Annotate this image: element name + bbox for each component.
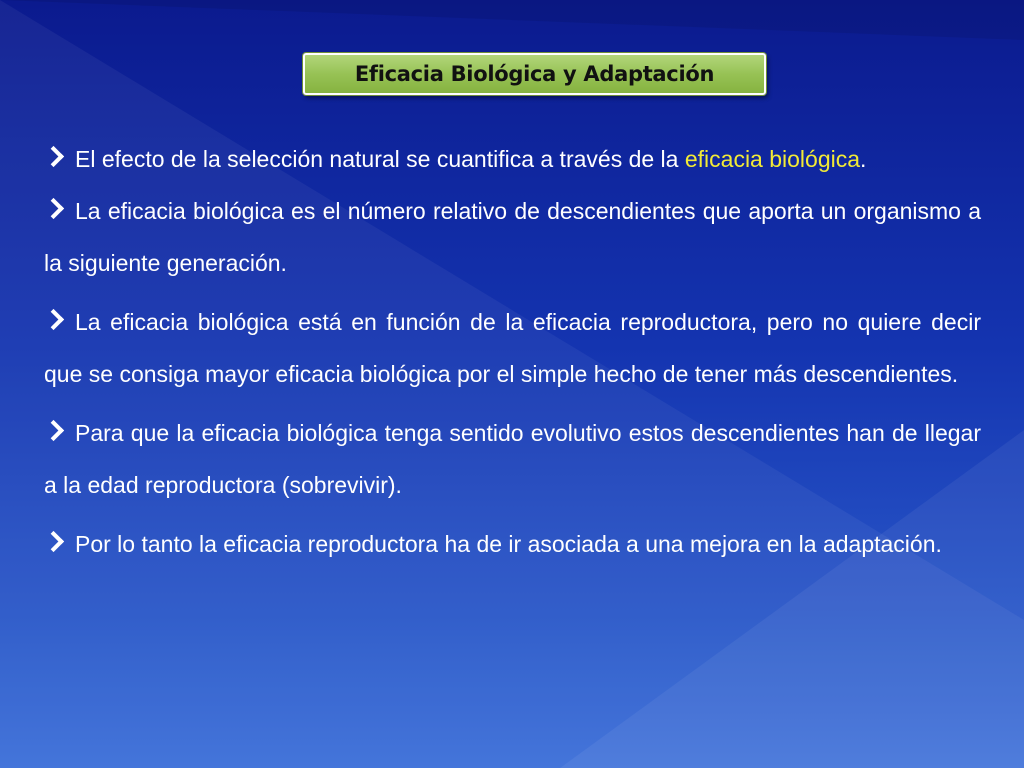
bullet-item (44, 296, 981, 400)
highlighted-term: eficacia biológica (684, 146, 861, 172)
chevron-right-icon (43, 146, 64, 167)
slide-title: Eficacia Biológica y Adaptación (354, 62, 715, 86)
slide-title-box (303, 53, 766, 95)
chevron-right-icon (43, 309, 64, 330)
bullet-list (44, 133, 981, 570)
bullet-text: La eficacia biológica es el número relativo de descendientes que aporta un organismo a la siguiente generación. (44, 198, 981, 276)
bullet-item (44, 518, 981, 570)
bullet-item (44, 407, 981, 511)
chevron-right-icon (43, 420, 64, 441)
chevron-right-icon (43, 531, 64, 552)
bullet-item (44, 133, 981, 185)
chevron-right-icon (43, 198, 64, 219)
bullet-item (44, 185, 981, 289)
bullet-text-end: . (860, 146, 867, 172)
bullet-text: El efecto de la selección natural se cuantifica a través de la (75, 146, 685, 172)
bullet-text: Por lo tanto la eficacia reproductora ha de ir asociada a una mejora en la adaptación. (75, 531, 942, 557)
bullet-text: Para que la eficacia biológica tenga sentido evolutivo estos descendientes han de llegar a la edad reproductora (sobrevivir). (44, 420, 981, 498)
bullet-text: La eficacia biológica está en función de la eficacia reproductora, pero no quiere decir que se consiga mayor eficacia biológica por el simple hecho de tener más descendientes. (44, 309, 981, 387)
